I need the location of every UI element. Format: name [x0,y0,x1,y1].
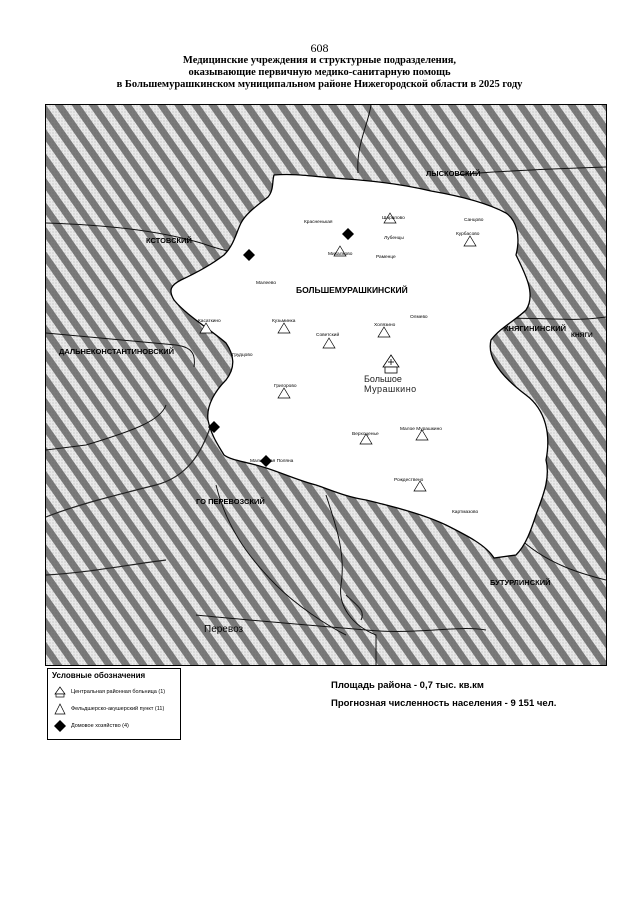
settlement-label: Холязино [374,323,396,328]
map-legend [47,668,181,740]
settlement-label: Григорово [274,384,297,389]
title-line-1: Медицинские учреждения и структурные подразделения, [182,55,457,66]
settlement-label: Касаткино [198,319,221,324]
map-svg [46,105,606,665]
label-perevoz-town: Перевоз [204,624,244,635]
settlement-label: Кузьминка [272,319,296,324]
label-district: БОЛЬШЕМУРАШКИНСКИЙ [296,285,408,295]
home-household-icon [53,719,67,733]
title-line-3: в Большемурашкинском муниципальном районе Нижегородской области в 2025 году [116,79,523,90]
settlement-label: Малеево [256,281,277,286]
legend-item-household [48,717,180,734]
label-knyagininsky: КНЯГИНИНСКИЙ [504,324,567,333]
settlement-label: Михалково [328,252,353,257]
settlement-label: Верхоценье [352,432,379,437]
legend-label: Фельдшерско-акушерский пункт (11) [71,705,165,712]
legend-label: Центральная районная больница (1) [71,688,166,695]
settlement-label: Олмево [410,315,428,320]
page-number: 608 [310,41,329,55]
label-dalnekonstantinovsky: ДАЛЬНЕКОНСТАНТИНОВСКИЙ [59,347,175,356]
settlement-label: Рождествено [394,478,424,483]
district-map [45,104,607,666]
feldsher-point-icon [53,702,67,716]
district-hospital-icon [53,685,67,699]
label-buturlinsky: БУТУРЛИНСКИЙ [490,578,551,587]
center-label-2: Мурашкино [364,384,417,394]
settlement-label: Шарапово [382,216,405,221]
label-perevozsky: ГО ПЕРЕВОЗСКИЙ [196,497,265,506]
settlement-label: Санцово [464,218,484,223]
settlement-label: Раменце [376,255,396,260]
title-line-2: оказывающие первичную медико-санитарную помощь [188,67,451,78]
legend-item-feldsher-point [48,700,180,717]
population-info: Прогнозная численность населения - 9 151 чел. [331,698,557,709]
settlement-label: Советский [316,333,340,338]
settlement-label: Грудцово [232,353,253,358]
settlement-label: Малое Мурашкино [400,427,442,432]
legend-item-district-hospital [48,683,180,700]
settlement-label: Курбасово [456,232,480,237]
label-kstovsky: КСТОВСКИЙ [146,236,192,245]
center-label-1: Большое [364,374,402,384]
settlement-label: Лубенцы [384,236,404,241]
area-info: Площадь района - 0,7 тыс. кв.км [331,680,484,691]
page-title [40,55,599,91]
settlement-label: Малиновая Поляна [250,459,294,464]
legend-title: Условные обозначения [52,671,146,680]
settlement-label: Красненькая [304,220,333,225]
label-lyskovsky: ЛЫСКОВСКИЙ [426,169,481,178]
settlement-label: Картмазово [452,510,479,515]
legend-label: Домовое хозяйство (4) [71,722,129,729]
label-knyag-suffix: КНЯГИ [571,332,593,339]
